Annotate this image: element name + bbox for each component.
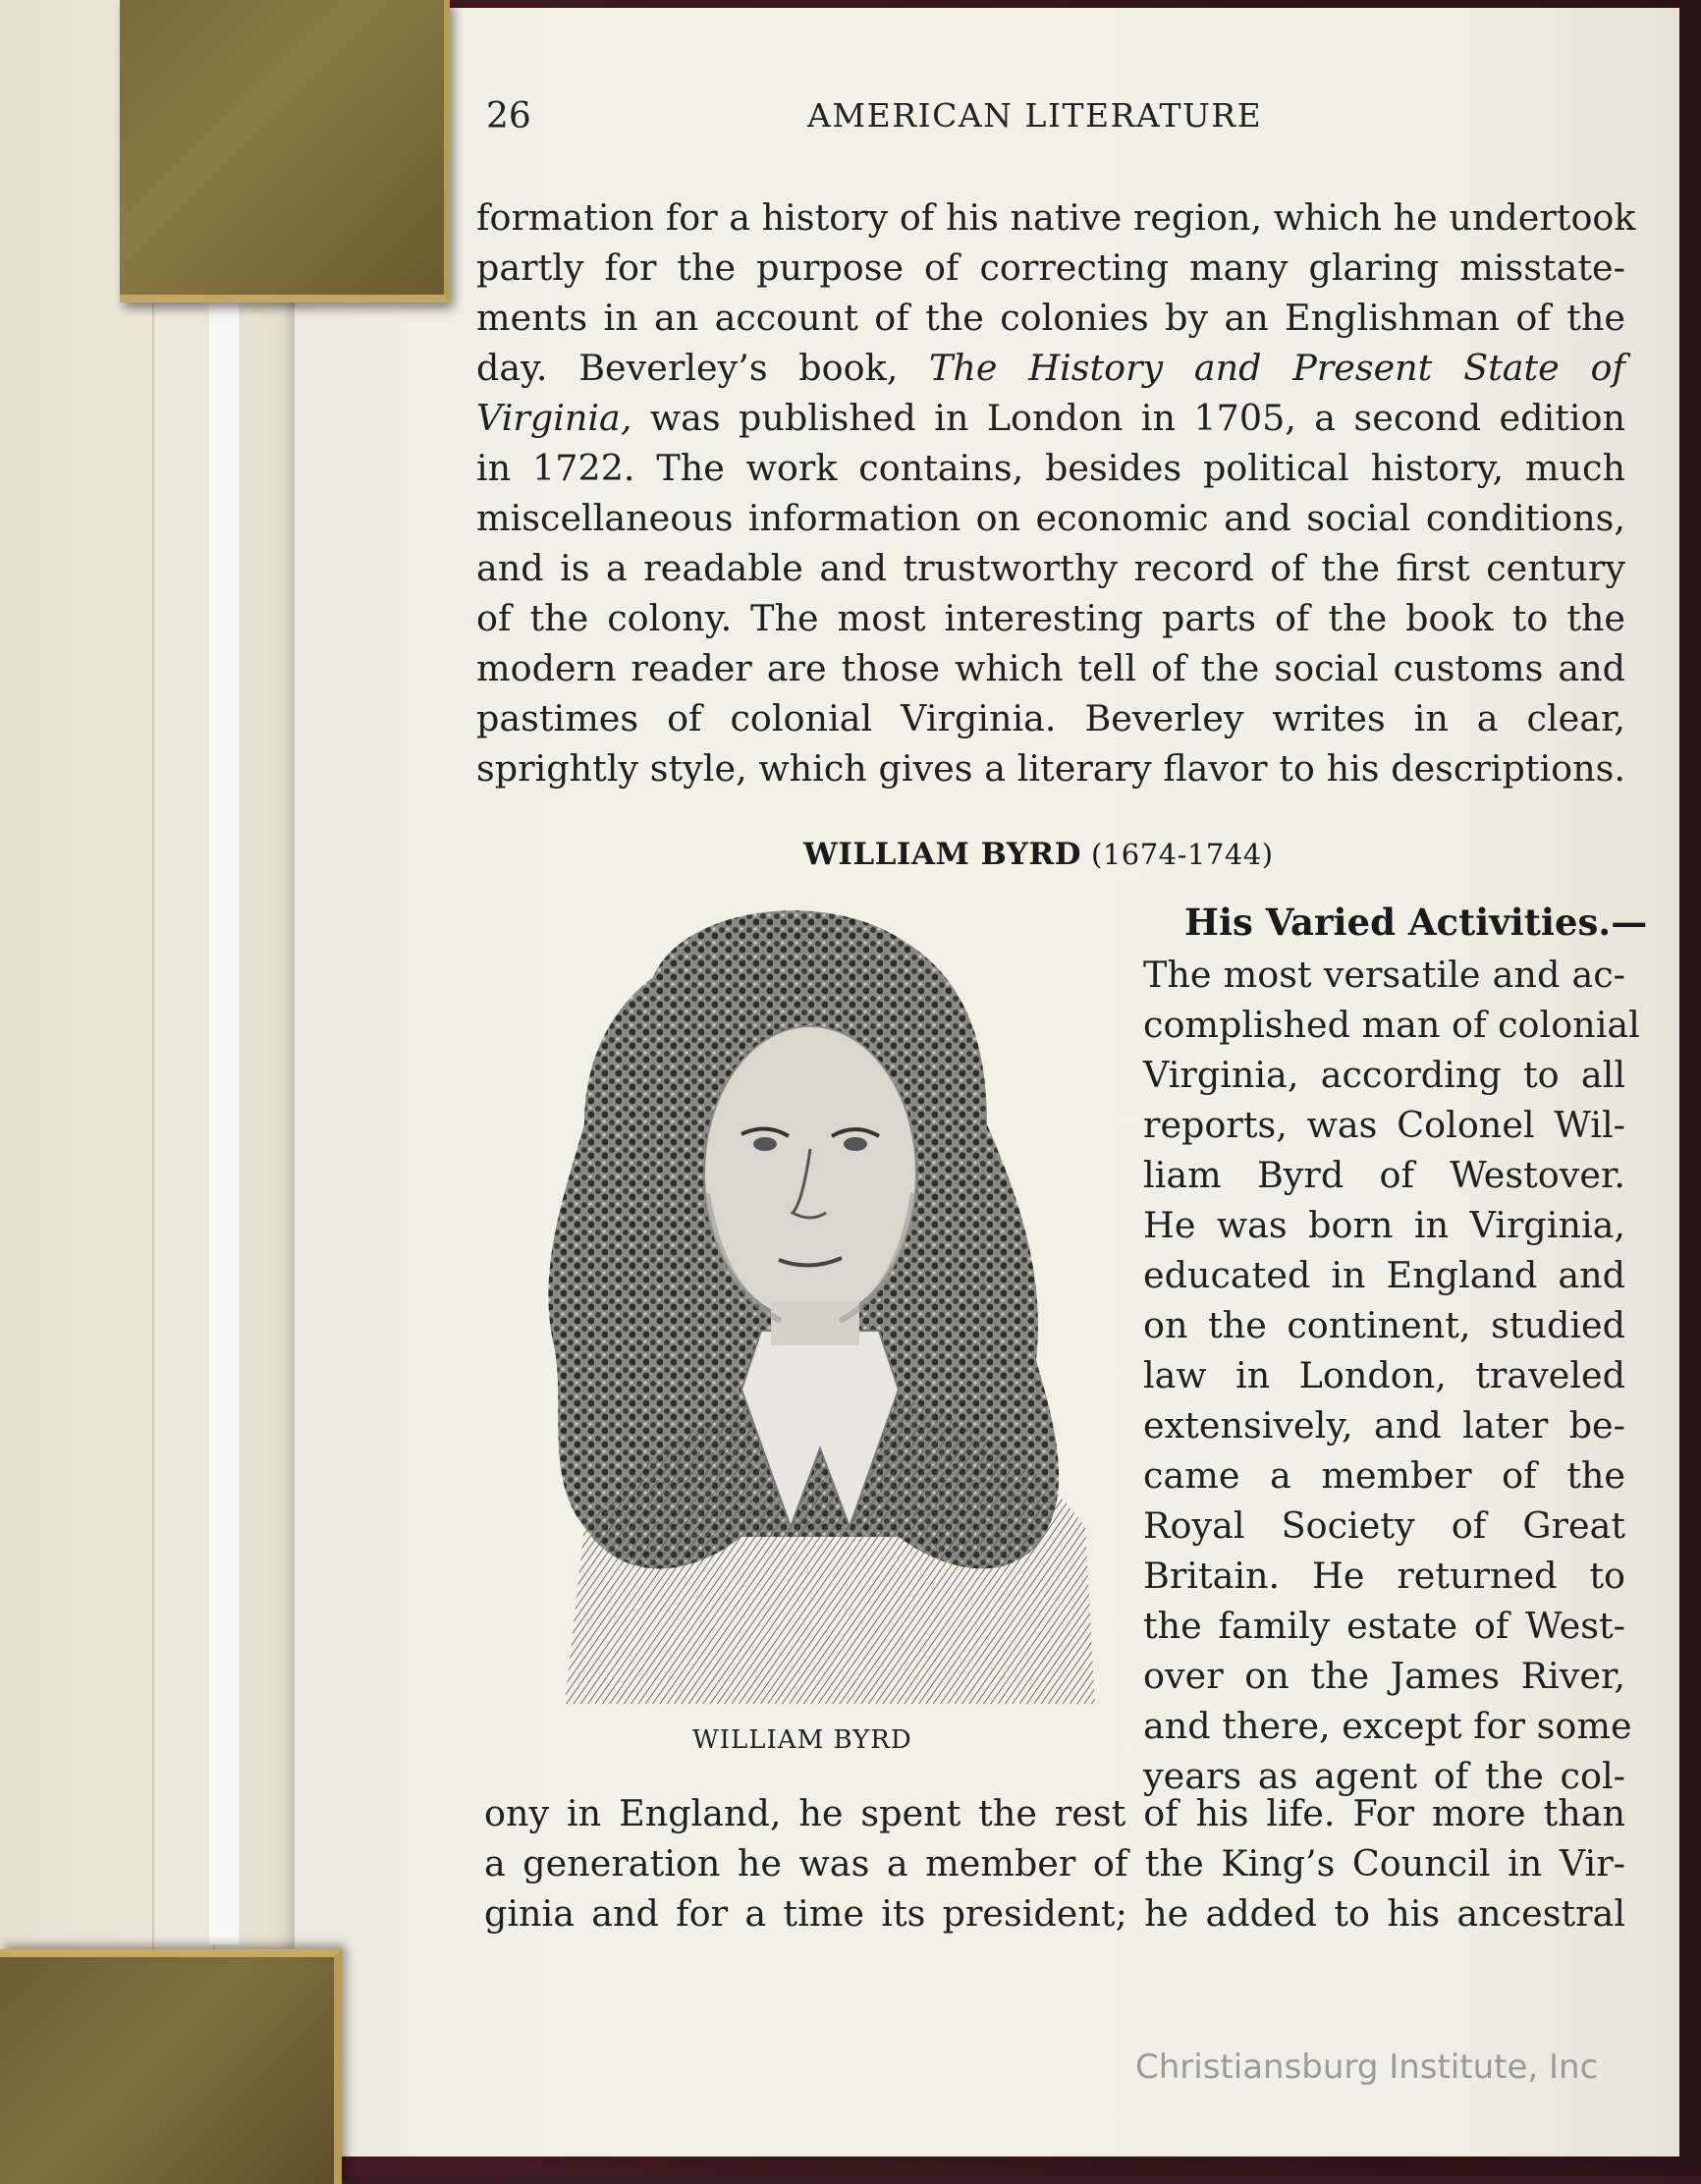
text-line: partly for the purpose of correcting many glaring misstate- xyxy=(476,246,1625,289)
text-line: of the colony. The most interesting parts of the book to the xyxy=(476,597,1625,639)
text-line: on the continent, studied xyxy=(1143,1304,1625,1346)
bottom-paragraph xyxy=(484,1788,1625,1938)
text-line xyxy=(476,343,1625,393)
portrait-william-byrd xyxy=(525,899,1115,1704)
text-line xyxy=(476,393,1625,443)
text-line: in 1722. The work contains, besides political history, much xyxy=(476,447,1625,489)
text-line: came a member of the xyxy=(1143,1454,1625,1497)
side-column xyxy=(1143,950,1640,1801)
running-head: AMERICAN LITERATURE xyxy=(807,96,1263,135)
text-line: pastimes of colonial Virginia. Beverley writes in a clear, xyxy=(476,697,1625,739)
text-line: a generation he was a member of the King’s Council in Vir- xyxy=(484,1842,1625,1884)
text-segment: was published in London in 1705, a second edition xyxy=(631,397,1625,439)
text-line: Virginia, according to all xyxy=(1143,1054,1625,1096)
top-paragraph xyxy=(476,192,1636,793)
text-line: Royal Society of Great xyxy=(1143,1504,1625,1547)
page-edge-strip xyxy=(152,285,215,1954)
page-number: 26 xyxy=(486,96,531,136)
text-line: The most versatile and ac- xyxy=(1143,954,1625,996)
text-line: ginia and for a time its president; he added to his ancestral xyxy=(484,1892,1625,1935)
italic-title: The History and Present State of xyxy=(929,347,1625,389)
text-line: and there, except for some xyxy=(1143,1705,1632,1747)
text-segment: day. Beverley’s book, xyxy=(476,347,930,389)
text-line: ments in an account of the colonies by an Englishman of the xyxy=(476,297,1625,339)
text-line: the family estate of West- xyxy=(1143,1605,1625,1647)
subhead: His Varied Activities.— xyxy=(1184,901,1648,944)
section-dates: (1674-1744) xyxy=(1091,838,1274,871)
brass-clip-bottom xyxy=(0,1949,342,2184)
text-line: years as agent of the col- xyxy=(1143,1755,1625,1797)
text-line: over on the James River, xyxy=(1143,1655,1625,1697)
text-line: educated in England and xyxy=(1143,1254,1625,1296)
text-line: extensively, and later be- xyxy=(1143,1404,1625,1447)
text-line: complished man of colonial xyxy=(1143,1004,1640,1046)
text-line: ony in England, he spent the rest of his life. For more than xyxy=(484,1792,1625,1834)
text-line: sprightly style, which gives a literary flavor to his descriptions. xyxy=(476,747,1625,790)
text-line: modern reader are those which tell of the social customs and xyxy=(476,647,1625,689)
text-line: Britain. He returned to xyxy=(1143,1555,1625,1597)
page-edge-strip xyxy=(209,295,241,1944)
text-line: formation for a history of his native region, which he undertook xyxy=(476,196,1636,239)
brass-clip-top xyxy=(120,0,450,302)
text-line: and is a readable and trustworthy record of the first century xyxy=(476,547,1625,589)
text-line: law in London, traveled xyxy=(1143,1354,1625,1396)
section-name: WILLIAM BYRD xyxy=(803,837,1082,872)
watermark: Christiansburg Institute, Inc xyxy=(1135,2048,1599,2087)
italic-title: Virginia, xyxy=(476,397,632,439)
text-line: He was born in Virginia, xyxy=(1143,1204,1625,1246)
section-title xyxy=(803,837,1274,872)
text-line: reports, was Colonel Wil- xyxy=(1143,1104,1625,1146)
portrait-caption: WILLIAM BYRD xyxy=(692,1725,912,1755)
text-line: liam Byrd of Westover. xyxy=(1143,1154,1625,1196)
text-line: miscellaneous information on economic and social conditions, xyxy=(476,497,1625,539)
